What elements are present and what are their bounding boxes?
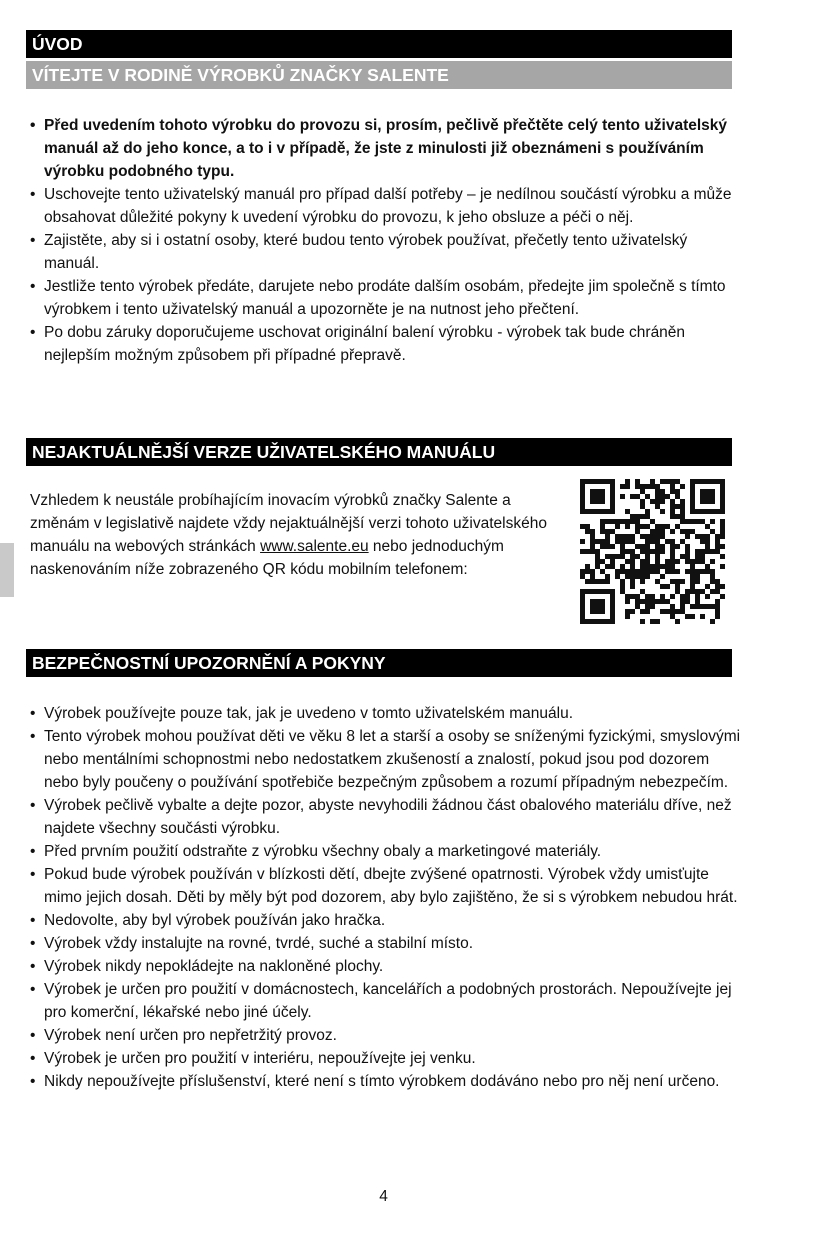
page-number: 4 [379, 1188, 388, 1205]
list-item: • Výrobek není určen pro nepřetržitý provoz. [30, 1024, 742, 1047]
list-item: • Výrobek pečlivě vybalte a dejte pozor, abyste nevyhodili žádnou část obalového materiálu dříve, než najdete všechny součásti výrobku. [30, 794, 742, 840]
list-item: • Výrobek je určen pro použití v interiéru, nepoužívejte jej venku. [30, 1047, 742, 1070]
manual-text-after: nebo jednoduchým naskenováním níže zobrazeného QR kódu mobilním telefonem: [30, 538, 504, 578]
list-item: • Výrobek nikdy nepokládejte na nakloněné plochy. [30, 955, 742, 978]
list-item: • Nedovolte, aby byl výrobek používán jako hračka. [30, 909, 742, 932]
side-tab-marker [0, 543, 14, 597]
list-item: • Pokud bude výrobek používán v blízkosti dětí, dbejte zvýšené opatrnosti. Výrobek vždy umisťujte mimo jejich dosah. Děti by měly být pod dozorem, aby bylo zajištěno, že si s výrobkem nebudou hrát. [30, 863, 742, 909]
list-item: • Výrobek používejte pouze tak, jak je uvedeno v tomto uživatelském manuálu. [30, 702, 742, 725]
list-item: • Výrobek je určen pro použití v domácnostech, kancelářích a podobných prostorách. Nepoužívejte jej pro komerční, lékařské nebo jiné účely. [30, 978, 742, 1024]
list-item: • Uschovejte tento uživatelský manuál pro případ další potřeby – je nedílnou součástí výrobku a může obsahovat důležité pokyny k uvedení výrobku do provozu, k jeho obsluze a péči o něj. [30, 183, 742, 229]
list-item: • Zajistěte, aby si i ostatní osoby, které budou tento výrobek používat, přečetly tento uživatelský manuál. [30, 229, 742, 275]
manual-text-before: Vzhledem k neustále probíhajícím inovacím výrobků značky Salente a změnám v legislativě najdete vždy nejaktuálnější verzi tohoto uživatelského manuálu na webových stránkách [30, 492, 547, 555]
section-title-intro: ÚVOD [26, 30, 732, 58]
section-title-manual: NEJAKTUÁLNĚJŠÍ VERZE UŽIVATELSKÉHO MANUÁLU [26, 438, 732, 466]
manual-paragraph [30, 489, 570, 581]
list-item: • Nikdy nepoužívejte příslušenství, které není s tímto výrobkem dodáváno nebo pro něj není určeno. [30, 1070, 742, 1093]
list-item: • Před uvedením tohoto výrobku do provozu si, prosím, pečlivě přečtěte celý tento uživatelský manuál až do jeho konce, a to i v případě, že jste z minulosti již obeznámeni s používáním výrobku podobného typu. [30, 114, 742, 183]
qr-code-icon [580, 479, 725, 624]
list-item: • Výrobek vždy instalujte na rovné, tvrdé, suché a stabilní místo. [30, 932, 742, 955]
section-title-safety: BEZPEČNOSTNÍ UPOZORNĚNÍ A POKYNY [26, 649, 732, 677]
list-item: • Jestliže tento výrobek předáte, darujete nebo prodáte dalším osobám, předejte jim společně s tímto výrobkem i tento uživatelský manuál a upozorněte je na nutnost jeho přečtení. [30, 275, 742, 321]
list-item: • Tento výrobek mohou používat děti ve věku 8 let a starší a osoby se sníženými fyzickými, smyslovými nebo mentálními schopnostmi nebo nedostatkem zkušeností a znalostí, pokud jsou pod dozorem nebo byly poučeny o používání spotřebiče bezpečným způsobem a rozumí případným nebezpečím. [30, 725, 742, 794]
section-subtitle-welcome: VÍTEJTE V RODINĚ VÝROBKŮ ZNAČKY SALENTE [26, 61, 732, 89]
intro-list [30, 114, 742, 367]
safety-list [30, 702, 742, 1093]
list-item: • Před prvním použití odstraňte z výrobku všechny obaly a marketingové materiály. [30, 840, 742, 863]
salente-link[interactable]: www.salente.eu [260, 538, 369, 555]
list-item: • Po dobu záruky doporučujeme uschovat originální balení výrobku - výrobek tak bude chráněn nejlepším možným způsobem při případné přepravě. [30, 321, 742, 367]
